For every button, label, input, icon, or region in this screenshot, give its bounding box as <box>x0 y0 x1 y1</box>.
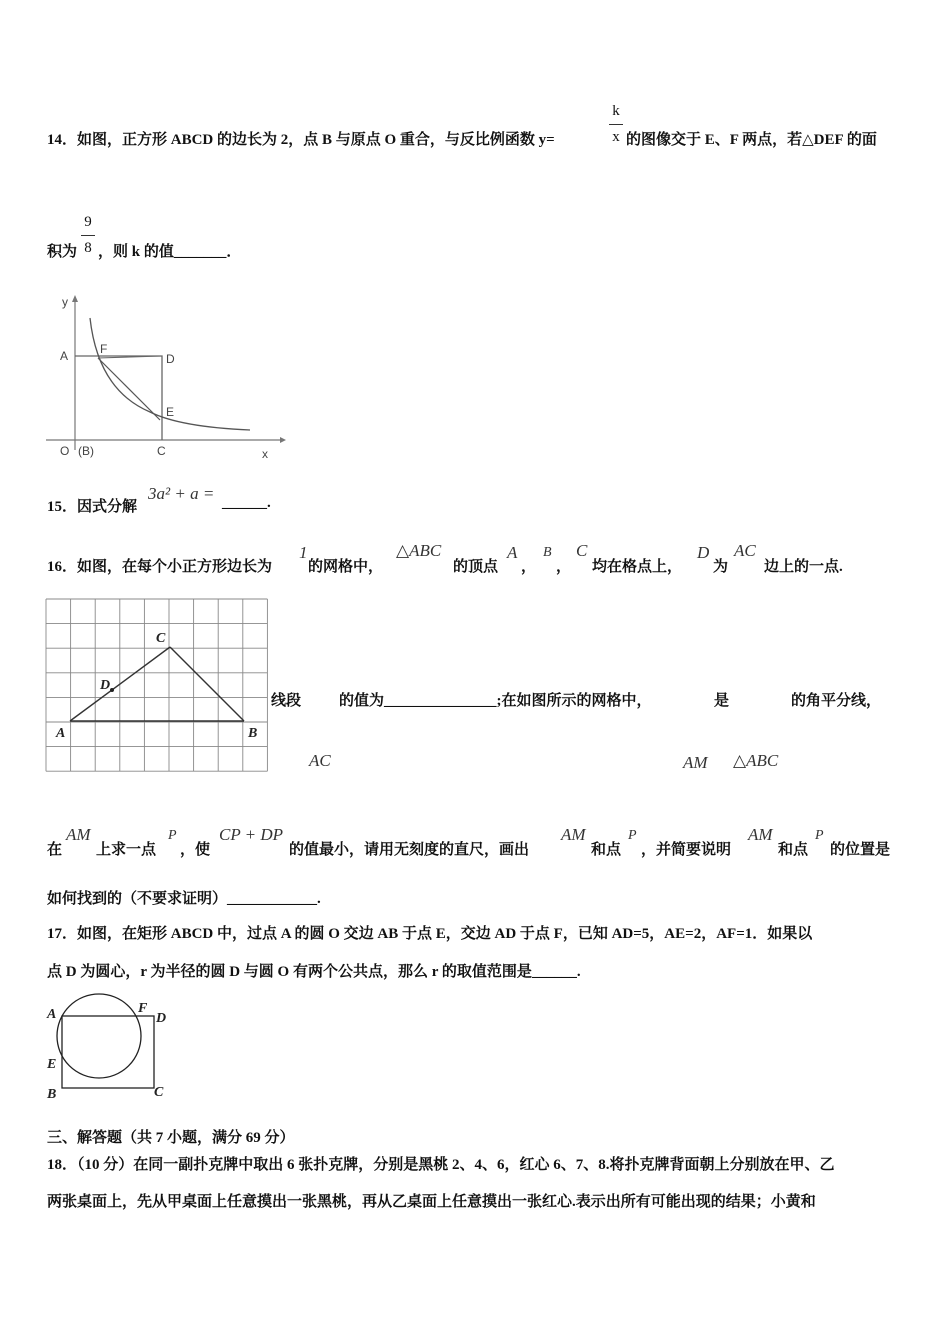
q16-line1-text2: 的网格中， <box>308 559 384 575</box>
q16-line3-am2: AM <box>561 825 586 844</box>
q16-line1-text5: 为 <box>713 559 729 575</box>
q16-line2-text3: 是 <box>714 693 730 709</box>
q16-line2-text1: 线段 <box>271 693 302 709</box>
q16-line3-text2: 上求一点 <box>96 842 157 858</box>
q16-line3-text5: 和点 <box>591 842 622 858</box>
q14-square <box>75 356 162 440</box>
q17-line2: 点 D 为圆心，r 为半径的圆 D 与圆 O 有两个公共点，那么 r 的取值范围是______. <box>47 964 581 980</box>
q16-line2-text4: 的角平分线， <box>791 693 882 709</box>
q16-line4: 如何找到的（不要求证明）____________. <box>47 891 321 907</box>
q14-line2-part1: 积为 <box>47 244 78 260</box>
q16-segment-cb <box>170 647 244 721</box>
q16-grid-figure <box>46 599 272 772</box>
q17-label-c: C <box>154 1085 164 1100</box>
q16-fig-label-d: D <box>100 678 111 693</box>
q16-line3-p2: P <box>628 828 637 843</box>
q14-line2-part2: ，则 k 的值_______． <box>98 244 242 260</box>
q16-line3-text1: 在 <box>47 842 63 858</box>
q17-label-d: D <box>156 1011 167 1026</box>
q14-label-c: C <box>157 444 166 458</box>
q16-line3-text4: 的值最小，请用无刻度的直尺，画出 <box>289 842 530 858</box>
section3-title: 三、解答题（共 7 小题，满分 69 分） <box>47 1130 295 1146</box>
q16-line3-text8: 的位置是 <box>830 842 891 858</box>
q16-line3-expr: CP + DP <box>219 825 284 844</box>
q14-label-x: x <box>262 447 268 461</box>
q14-line1-part1: 14．如图，正方形 ABCD 的边长为 2，点 B 与原点 O 重合，与反比例函数 y= <box>47 132 555 148</box>
q16-fig-label-b: B <box>248 726 258 741</box>
q15-text: 15．因式分解 <box>47 499 138 515</box>
q14-x-arrow <box>280 437 286 443</box>
q16-vertex-c: C <box>576 541 588 560</box>
q14-figure <box>40 290 290 470</box>
q14-area-numerator: 9 <box>84 214 92 230</box>
q16-line3-text6: ，并简要说明 <box>641 842 732 858</box>
q16-triangle-abc: △ABC <box>396 541 442 560</box>
q17-label-f: F <box>138 1001 148 1016</box>
q16-grid-lines <box>46 599 267 771</box>
q15-blank: ______. <box>222 495 271 511</box>
q14-label-f: F <box>100 342 108 356</box>
q16-side-length: 1 <box>299 543 308 562</box>
q16-line3-text7: 和点 <box>778 842 809 858</box>
q14-fraction-numerator: k <box>612 103 620 119</box>
q14-y-arrow <box>72 295 78 302</box>
q16-line1-text1: 16．如图，在每个小正方形边长为 <box>47 559 273 575</box>
q16-point-d: D <box>697 543 710 562</box>
q17-label-e: E <box>47 1057 57 1072</box>
q16-line2-text2: 的值为_______________;在如图所示的网格中， <box>339 693 652 709</box>
q16-fig-label-c: C <box>156 631 166 646</box>
q14-line1-part2: 的图像交于 E、F 两点，若△DEF 的面 <box>626 132 877 148</box>
q14-label-a: A <box>60 349 69 363</box>
q16-line2-ac: AC <box>309 751 331 770</box>
q16-line2-am: AM <box>683 753 708 772</box>
q17-label-a: A <box>47 1007 57 1022</box>
q17-label-b: B <box>47 1087 57 1102</box>
q16-line1-text6: 边上的一点. <box>764 559 843 575</box>
q16-line2-triangle: △ABC <box>733 751 779 770</box>
q16-line1-text4: 均在格点上， <box>592 559 683 575</box>
q17-figure <box>44 994 184 1104</box>
q16-comma2: ， <box>556 559 572 575</box>
q14-fraction-denominator: x <box>612 129 620 145</box>
q16-comma1: ， <box>521 559 537 575</box>
q16-line3-p1: P <box>168 828 177 843</box>
q18-line1: 18．（10 分）在同一副扑克牌中取出 6 张扑克牌，分别是黑桃 2、4、6，红心 6、7、8.将扑克牌背面朝上分别放在甲、乙 <box>47 1157 835 1173</box>
q16-line3-am3: AM <box>748 825 773 844</box>
q14-label-d: D <box>166 352 175 366</box>
q17-line1: 17．如图，在矩形 ABCD 中，过点 A 的圆 O 交边 AB 于点 E，交边 AD 于点 F，已知 AD=5，AE=2，AF=1．如果以 <box>47 926 813 942</box>
q16-line3-am1: AM <box>66 825 91 844</box>
q16-line1-text3: 的顶点 <box>453 559 499 575</box>
q14-area-denominator: 8 <box>84 240 92 256</box>
q14-segment-fe <box>98 358 160 420</box>
q16-line3-text3: ，使 <box>180 842 211 858</box>
q14-label-b: (B) <box>78 444 94 458</box>
q16-point-d-dot <box>110 688 114 692</box>
q14-label-e: E <box>166 405 175 419</box>
q16-vertex-b: B <box>543 545 552 560</box>
q18-line2: 两张桌面上，先从甲桌面上任意摸出一张黑桃，再从乙桌面上任意摸出一张红心.表示出所有可能出现的结果；小黄和 <box>47 1194 816 1210</box>
q14-fraction-bar <box>609 124 623 125</box>
q17-circle-o <box>57 994 141 1078</box>
q16-fig-label-a: A <box>56 726 66 741</box>
q14-label-y: y <box>62 295 68 309</box>
q16-vertex-a: A <box>507 543 518 562</box>
q14-area-bar <box>81 235 95 236</box>
q16-line3-p3: P <box>815 828 824 843</box>
q15-expression: 3a² + a = <box>148 484 215 503</box>
q16-side-ac: AC <box>734 541 756 560</box>
q14-label-o: O <box>60 444 70 458</box>
